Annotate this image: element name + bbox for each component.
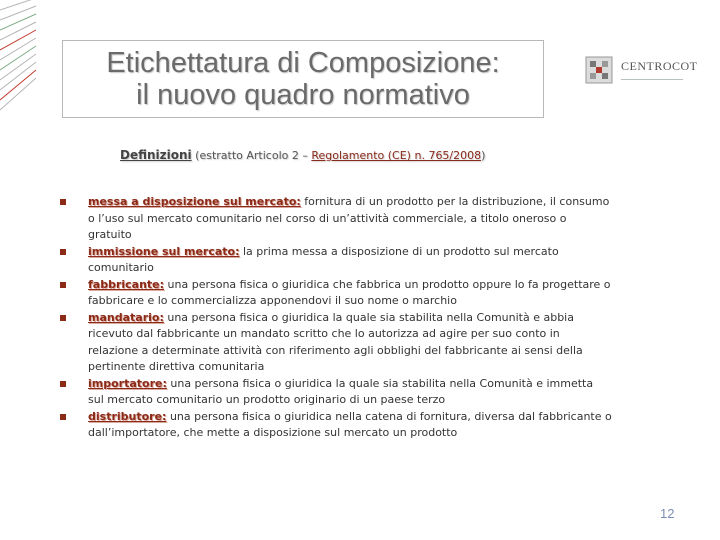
definition-item xyxy=(60,277,612,310)
subtitle-heading: Definizioni xyxy=(120,148,192,162)
logo-mark-icon xyxy=(585,56,613,84)
definition-term: messa a disposizione sul mercato: xyxy=(88,195,301,208)
definition-item xyxy=(60,376,612,409)
bullet-square-icon xyxy=(60,381,66,387)
bullet-square-icon xyxy=(60,249,66,255)
definition-term: mandatario: xyxy=(88,310,164,324)
definitions-list xyxy=(60,194,612,442)
definition-term: distributore: xyxy=(88,409,167,423)
definition-text: una persona fisica o giuridica la quale sia stabilita nella Comunità e abbia ricevuto dal fabbricante un mandato scritto che lo autorizza ad agire per suo conto in relazione a determinate attività con riferimento agli obblighi del fabbricante ai sensi della pertinente direttiva comunitaria xyxy=(88,310,583,373)
centrocot-logo xyxy=(585,56,697,84)
definition-item xyxy=(60,409,612,442)
slide-title-line-2: il nuovo quadro normativo xyxy=(136,79,470,111)
definition-text: una persona fisica o giuridica nella catena di fornitura, diversa dal fabbricante o dall’importatore, che mette a disposizione sul mercato un prodotto xyxy=(88,409,612,439)
page-number: 12 xyxy=(660,506,675,521)
logo-tagline-line xyxy=(621,73,683,80)
definition-term: importatore: xyxy=(88,376,167,390)
definition-text: una persona fisica o giuridica la quale sia stabilita nella Comunità e immetta sul mercato comunitario un prodotto originario di un paese terzo xyxy=(88,376,594,406)
bullet-square-icon xyxy=(60,282,66,288)
bullet-square-icon xyxy=(60,199,66,205)
subtitle-suffix: ) xyxy=(481,149,486,162)
definition-text: la prima messa a disposizione di un prodotto sul mercato comunitario xyxy=(88,244,559,274)
bullet-square-icon xyxy=(60,414,66,420)
slide-title-line-1: Etichettatura di Composizione: xyxy=(106,47,500,79)
definition-item xyxy=(60,244,612,277)
logo-text: CENTROCOT xyxy=(621,59,698,73)
definition-term: fabbricante: xyxy=(88,277,165,291)
decorative-corner-lines xyxy=(0,0,40,120)
definition-item xyxy=(60,310,612,376)
title-box xyxy=(62,40,544,118)
definition-text: fornitura di un prodotto per la distribuzione, il consumo o l’uso sul mercato comunitario nel corso di un’attività commerciale, a titolo oneroso o gratuito xyxy=(88,195,610,241)
definition-text: una persona fisica o giuridica che fabbrica un prodotto oppure lo fa progettare o fabbricare e lo commercializza apponendovi il suo nome o marchio xyxy=(88,277,611,307)
definition-term: immissione sul mercato: xyxy=(88,244,240,258)
bullet-square-icon xyxy=(60,315,66,321)
definition-item xyxy=(60,194,612,244)
definitions-subtitle xyxy=(120,148,485,162)
regulation-reference: Regolamento (CE) n. 765/2008 xyxy=(311,149,482,162)
subtitle-prefix: (estratto Articolo 2 – xyxy=(191,149,312,162)
